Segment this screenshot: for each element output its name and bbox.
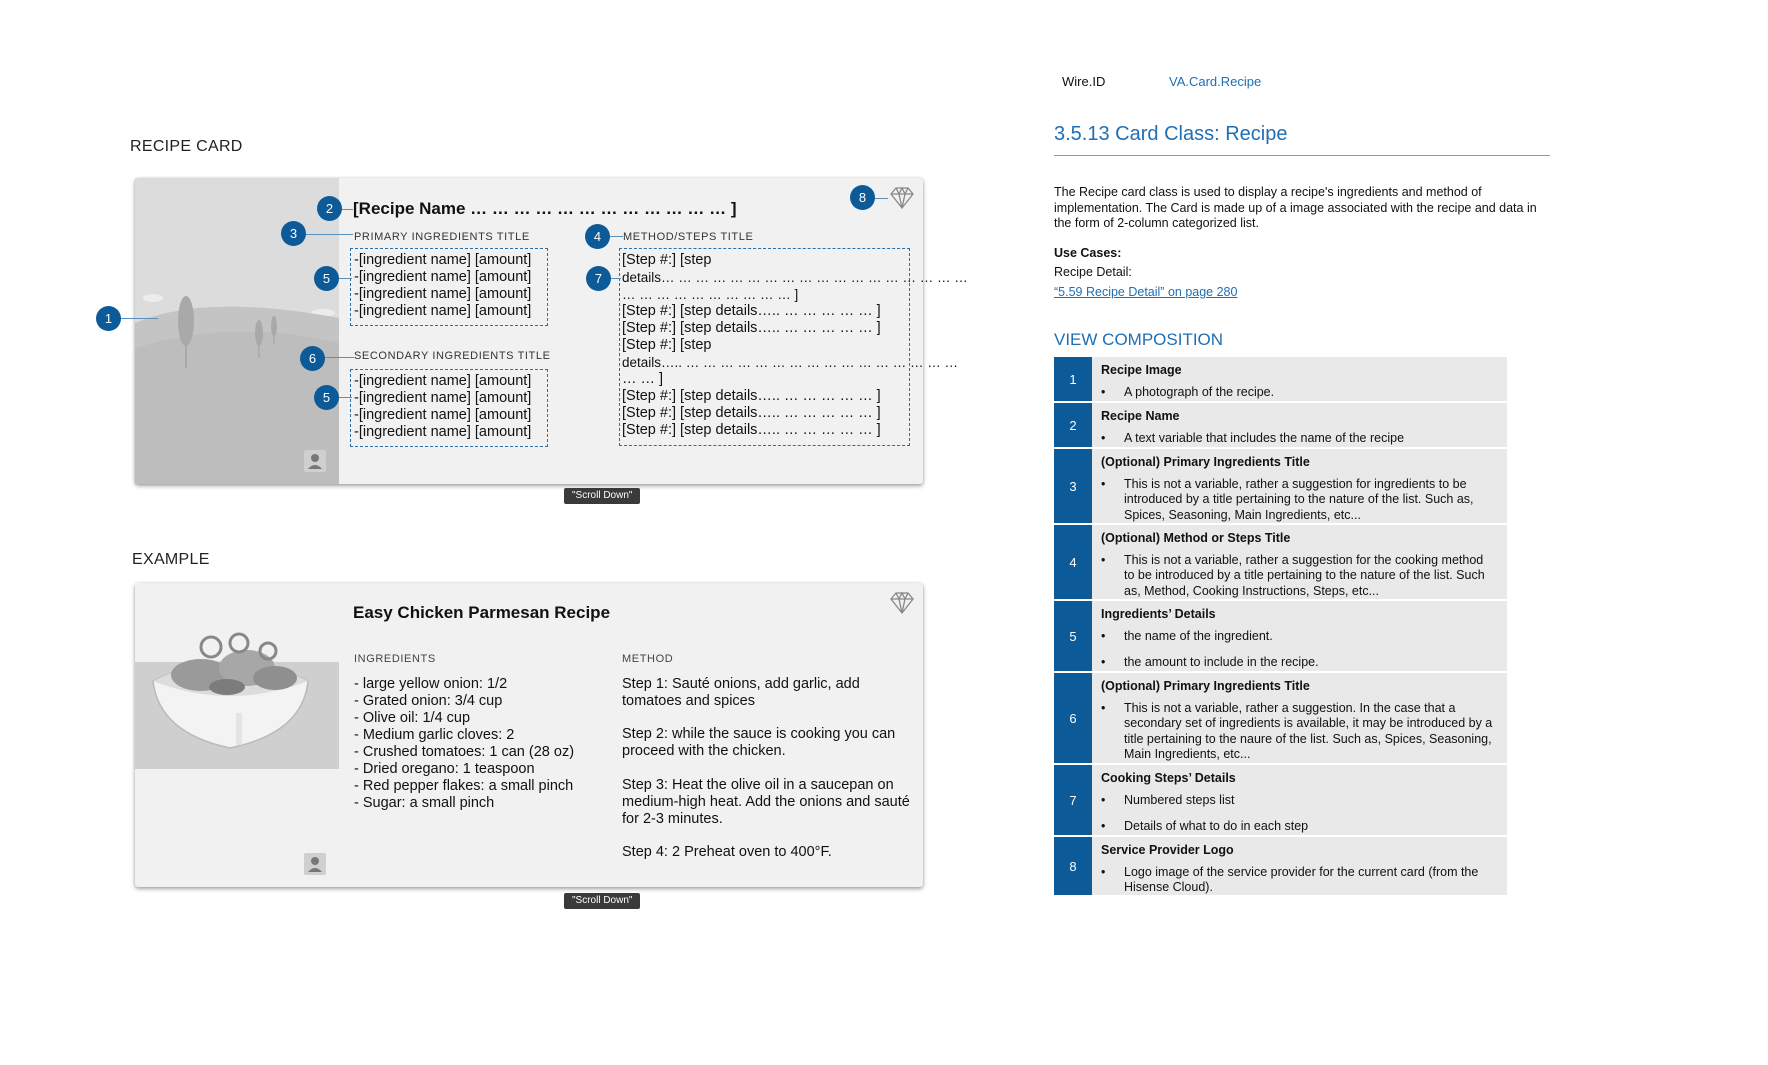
composition-row (1054, 601, 1507, 673)
callout-marker-5: 5 (314, 266, 339, 291)
row-title: (Optional) Primary Ingredients Title (1101, 679, 1310, 693)
row-bullet: Logo image of the service provider for the current card (from the Hisense Cloud). (1124, 864, 1479, 894)
method-line: Step 3: Heat the olive oil in a saucepan on (622, 777, 894, 793)
row-number: 6 (1054, 673, 1092, 763)
secondary-row: -[ingredient name] [amount] (354, 390, 532, 406)
bullet-icon: • (1101, 476, 1106, 491)
row-bullet: This is not a variable, rather a suggestion. In the case that a secondary set of ingredients is available, it may be introduced by a title pertaining to the naure of the list. Such as, Spices, Seasoning, Main Ingredients, etc... (1124, 700, 1493, 761)
callout-marker-4: 4 (585, 224, 610, 249)
wire-primary-title: PRIMARY INGREDIENTS TITLE (354, 231, 530, 243)
recipe-image-placeholder (135, 178, 339, 484)
step-line: details….. … … … … … … … … … … … … … … … … (622, 355, 959, 370)
step-line: [Step #:] [step details….. … … … … … ] (622, 422, 881, 438)
ingredient-item: - Medium garlic cloves: 2 (354, 727, 515, 743)
row-bullet: Details of what to do in each step (1124, 819, 1309, 833)
ingredient-item: - Crushed tomatoes: 1 can (28 oz) (354, 744, 575, 760)
step-line: [Step #:] [step details….. … … … … … ] (622, 405, 881, 421)
method-line: Step 1: Sauté onions, add garlic, add (622, 676, 860, 692)
secondary-row: -[ingredient name] [amount] (354, 424, 532, 440)
callout-marker-3: 3 (281, 221, 306, 246)
callout-marker-7: 7 (586, 266, 611, 291)
row-bullet: the name of the ingredient. (1124, 628, 1273, 643)
ingredients-title: INGREDIENTS (354, 653, 436, 665)
leader-line (338, 278, 352, 279)
person-icon (304, 853, 326, 875)
row-title: Recipe Image (1101, 363, 1182, 377)
example-recipe-name: Easy Chicken Parmesan Recipe (353, 603, 611, 622)
secondary-row: -[ingredient name] [amount] (354, 373, 532, 389)
use-case-link[interactable]: “5.59 Recipe Detail” on page 280 (1054, 285, 1238, 299)
primary-row: -[ingredient name] [amount] (354, 303, 532, 319)
step-line: [Step #:] [step details….. … … … … … ] (622, 320, 881, 336)
leader-line (120, 318, 158, 319)
secondary-row: -[ingredient name] [amount] (354, 407, 532, 423)
ingredient-item: - Sugar: a small pinch (354, 795, 495, 811)
composition-row (1054, 403, 1507, 449)
row-bullet: Numbered steps list (1124, 792, 1235, 807)
primary-row: -[ingredient name] [amount] (354, 269, 532, 285)
recipe-photo (135, 583, 339, 769)
view-composition-table (1054, 357, 1507, 897)
bullet-icon: • (1101, 792, 1106, 807)
method-line: medium-high heat. Add the onions and sauté (622, 794, 910, 810)
row-number: 2 (1054, 403, 1092, 447)
row-number: 7 (1054, 765, 1092, 835)
leader-line (341, 209, 353, 210)
method-line: for 2-3 minutes. (622, 811, 723, 827)
wire-id-label: Wire.ID (1062, 74, 1106, 89)
ingredient-item: - Red pepper flakes: a small pinch (354, 778, 574, 794)
composition-row (1054, 357, 1507, 403)
leader-line (305, 234, 353, 235)
step-line: … … … … … … … … … … ] (622, 287, 799, 302)
leader-line (324, 357, 354, 358)
composition-row (1054, 765, 1507, 837)
wire-id-value: VA.Card.Recipe (1169, 74, 1262, 89)
step-line: details… … … … … … … … … … … … … … … … … … (622, 270, 968, 285)
title-divider (1054, 155, 1550, 156)
bullet-icon: • (1101, 864, 1106, 879)
scroll-down-hint[interactable]: "Scroll Down" (564, 488, 640, 504)
bullet-icon: • (1101, 819, 1106, 833)
row-title: (Optional) Primary Ingredients Title (1101, 455, 1310, 469)
callout-marker-5b: 5 (314, 385, 339, 410)
ingredient-item: - Dried oregano: 1 teaspoon (354, 761, 535, 777)
wire-secondary-title: SECONDARY INGREDIENTS TITLE (354, 350, 551, 362)
callout-marker-8: 8 (850, 185, 875, 210)
wire-recipe-name: [Recipe Name … … … … … … … … … … … … ] (353, 199, 737, 218)
person-icon (304, 450, 326, 472)
bullet-icon: • (1101, 552, 1106, 567)
callout-marker-1: 1 (96, 306, 121, 331)
step-line: … … ] (622, 371, 664, 387)
method-line: Step 4: 2 Preheat oven to 400°F. (622, 844, 832, 860)
composition-row (1054, 837, 1507, 897)
use-case-item: Recipe Detail: (1054, 265, 1132, 279)
step-line: [Step #:] [step details….. … … … … … ] (622, 388, 881, 404)
callout-marker-2: 2 (317, 196, 342, 221)
ingredient-item: - Grated onion: 3/4 cup (354, 693, 503, 709)
row-title: Service Provider Logo (1101, 843, 1234, 857)
row-title: Recipe Name (1101, 409, 1180, 423)
bullet-icon: • (1101, 384, 1106, 399)
row-number: 5 (1054, 601, 1092, 671)
salad-bowl-illustration (135, 583, 339, 769)
section-label-example: EXAMPLE (132, 551, 210, 568)
row-number: 4 (1054, 525, 1092, 599)
wire-method-title: METHOD/STEPS TITLE (623, 231, 754, 243)
composition-row (1054, 449, 1507, 525)
bullet-icon: • (1101, 430, 1106, 445)
section-label-recipe-card: RECIPE CARD (130, 138, 243, 155)
diamond-icon (889, 187, 915, 214)
composition-row (1054, 525, 1507, 601)
row-bullet: This is not a variable, rather a suggestion for ingredients to be introduced by a title pertaining to the nature of the list. Such as, Spices, Seasoning, Main Ingredients, etc... (1124, 476, 1474, 522)
provider-logo (304, 853, 326, 875)
use-cases-label: Use Cases: (1054, 246, 1122, 260)
row-title: Ingredients’ Details (1101, 607, 1216, 621)
ingredient-item: - large yellow onion: 1/2 (354, 676, 508, 692)
primary-row: -[ingredient name] [amount] (354, 252, 532, 268)
intro-line: implementation. The Card is made up of a image associated with the recipe and data in (1054, 200, 1537, 215)
bullet-icon: • (1101, 700, 1106, 715)
row-number: 8 (1054, 837, 1092, 895)
step-line: [Step #:] [step (622, 337, 712, 353)
landscape-illustration (135, 178, 339, 484)
row-bullet: A photograph of the recipe. (1124, 384, 1275, 399)
diamond-icon (889, 592, 915, 619)
method-title: METHOD (622, 653, 674, 665)
method-line: proceed with the chicken. (622, 743, 786, 759)
row-bullet: the amount to include in the recipe. (1124, 655, 1319, 669)
row-bullet: This is not a variable, rather a suggestion for the cooking method to be introduced by a title pertaining to the nature of the list. Such as, Method, Cooking Instructions, Steps, etc... (1124, 552, 1485, 598)
intro-line: The Recipe card class is used to display a recipe's ingredients and method of (1054, 185, 1482, 199)
intro-text (1054, 185, 1537, 232)
bullet-icon: • (1101, 628, 1106, 643)
provider-logo-placeholder (304, 450, 326, 472)
leader-line (338, 397, 352, 398)
scroll-down-hint[interactable]: "Scroll Down" (564, 893, 640, 909)
row-title: (Optional) Method or Steps Title (1101, 531, 1291, 545)
primary-row: -[ingredient name] [amount] (354, 286, 532, 302)
ingredient-item: - Olive oil: 1/4 cup (354, 710, 471, 726)
row-bullet: A text variable that includes the name of the recipe (1124, 430, 1405, 445)
view-composition-heading: VIEW COMPOSITION (1054, 330, 1224, 349)
page-title: 3.5.13 Card Class: Recipe (1054, 123, 1288, 145)
row-number: 3 (1054, 449, 1092, 523)
method-line: tomatoes and spices (622, 693, 755, 709)
method-line: Step 2: while the sauce is cooking you can (622, 726, 896, 742)
bullet-icon: • (1101, 655, 1106, 669)
intro-line: the form of 2-column categorized list. (1054, 216, 1259, 230)
recipe-card-wireframe (135, 178, 968, 484)
row-title: Cooking Steps’ Details (1101, 771, 1236, 785)
leader-line (874, 198, 888, 199)
row-number: 1 (1054, 357, 1092, 401)
leader-line (609, 236, 623, 237)
step-line: [Step #:] [step details….. … … … … … ] (622, 303, 881, 319)
step-line: [Step #:] [step (622, 252, 712, 268)
recipe-card-example (135, 583, 923, 887)
composition-row (1054, 673, 1507, 765)
callout-marker-6: 6 (300, 346, 325, 371)
